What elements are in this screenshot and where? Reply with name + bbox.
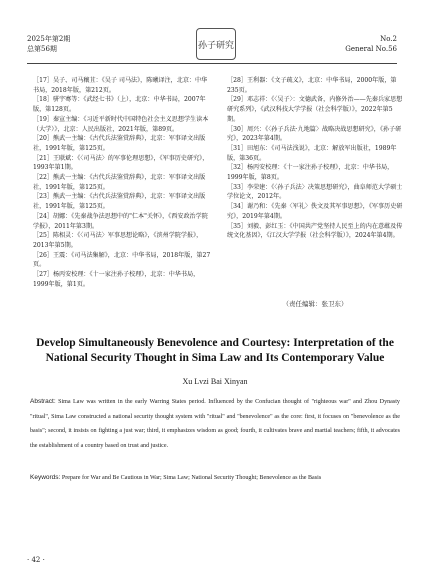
- journal-issue-header-en: [345, 34, 397, 54]
- english-abstract: [30, 395, 400, 453]
- issue-number: 2025年第2期: [27, 35, 71, 43]
- reference-item: ［28］王利器：《文子疏义》，北京：中华书局，2000年版，第235页。: [227, 77, 397, 94]
- abstract-label: Abstract:: [30, 398, 56, 405]
- keywords-text: Prepare for War and Be Cautious in War; Sima Law; National Security Thought; Benevolence as the Basis: [61, 475, 322, 481]
- reference-item: ［25］陈相灵：《〈司马法〉军事思想论略》，《滨州学院学报》，2013年第5期。: [33, 232, 203, 249]
- responsible-editor: （责任编辑：张卫东）: [282, 300, 348, 308]
- reference-item: ［35］刘毅、彭红玉：《中国共产党坚持人民至上的内在意蕴及传统文化基因》，《江汉大学学报（社会科学版）》，2024年第4期。: [227, 222, 403, 240]
- references-column-left: [33, 76, 213, 289]
- reference-item: ［19］秦宣主编：《习近平新时代中国特色社会主义思想学生读本（大学）》，北京：人民出版社，2021年版，第89页。: [33, 115, 209, 133]
- reference-item: ［18］骈宇骞等：《武经七书》（上），北京：中华书局，2007年版，第128页。: [33, 96, 206, 114]
- reference-item: ［27］杨丙安校理：《十一家注孙子校理》，北京：中华书局，1999年版，第1页。: [33, 271, 200, 288]
- keywords-label: Keywords:: [30, 474, 61, 481]
- reference-item: ［34］谢乃和：《先秦〈军礼〉佚文及其军事思想》，《军事历史研究》，2019年第4期。: [227, 203, 403, 220]
- reference-item: ［29］邓志祥：《〈吴子〉：文德武备，内修外治——先秦兵家思想研究系列》，《武汉科技大学学报（社会科学版）》，2022年第5期。: [227, 96, 403, 123]
- reference-item: ［24］胡娜：《先秦战争法思想中的"仁本"关怀》，《西安政治学院学报》，2011年第3期。: [33, 212, 208, 230]
- references-column-right: [227, 76, 403, 241]
- header-divider: [27, 63, 397, 64]
- reference-item: ［23］熊武一主编：《古代兵法鉴赏辞典》，北京：军事译文出版社，1991年版，第125页。: [33, 193, 206, 211]
- abstract-text: Sima Law was written in the early Warring States period. Influenced by the Confucian thought of "righteous war" and Zhou Dynasty "ritual", Sima Law constructed a national security thought system with "ritual" and "benevolence" as the core: first, it focuses on "benevolence as the basis"; second, it insists on fighting a just war; third, it emphasizes wisdom as good; fourth, it cultivates brave and martial teachers; fifth, it advocates the establishment of a country based on trust and justice.: [30, 399, 400, 449]
- general-issue-number-en: General No.56: [345, 45, 397, 53]
- english-authors: Xu Lvzi Bai Xinyan: [182, 377, 248, 386]
- reference-item: ［33］李荣建：《〈孙子兵法〉决策思想研究》，曲阜师范大学硕士学位论文，2012年。: [227, 183, 403, 201]
- general-issue-number: 总第56期: [27, 45, 57, 53]
- reference-item: ［30］周兴：《〈孙子兵法·九地篇〉战略决战思想研究》，《孙子研究》，2023年第4期。: [227, 125, 402, 143]
- reference-item: ［32］杨丙安校理：《十一家注孙子校理》，北京：中华书局，1999年版，第8页。: [227, 164, 394, 182]
- english-title: Develop Simultaneously Benevolence and Courtesy: Interpretation of the National Security Thought in Sima Law and Its Contemporary Value: [36, 337, 394, 364]
- reference-item: ［20］熊武一主编：《古代兵法鉴赏辞典》，北京：军事译文出版社，1991年版，第125页。: [33, 135, 206, 152]
- journal-logo-text: 孙子研究: [197, 40, 234, 51]
- issue-number-en: No.2: [380, 35, 397, 43]
- english-keywords: [30, 471, 400, 486]
- reference-item: ［21］王联斌：《〈司马法〉的军事伦理思想》，《军事历史研究》，1993年第1期。: [33, 154, 209, 172]
- reference-item: ［26］王震：《司马法集解》，北京：中华书局，2018年版，第27页。: [33, 251, 211, 269]
- journal-logo: [196, 28, 236, 60]
- journal-issue-header: [27, 34, 70, 54]
- reference-item: ［17］吴子、司马穰苴：《吴子 司马法》，陈曦译注，北京：中华书局，2018年版，第212页。: [33, 77, 208, 94]
- reference-item: ［31］田旭东：《司马法浅说》，北京：解放军出版社，1989年版，第36页。: [227, 144, 397, 162]
- page-number: · 42 ·: [27, 556, 45, 564]
- reference-item: ［22］熊武一主编：《古代兵法鉴赏辞典》，北京：军事译文出版社，1991年版，第125页。: [33, 174, 206, 191]
